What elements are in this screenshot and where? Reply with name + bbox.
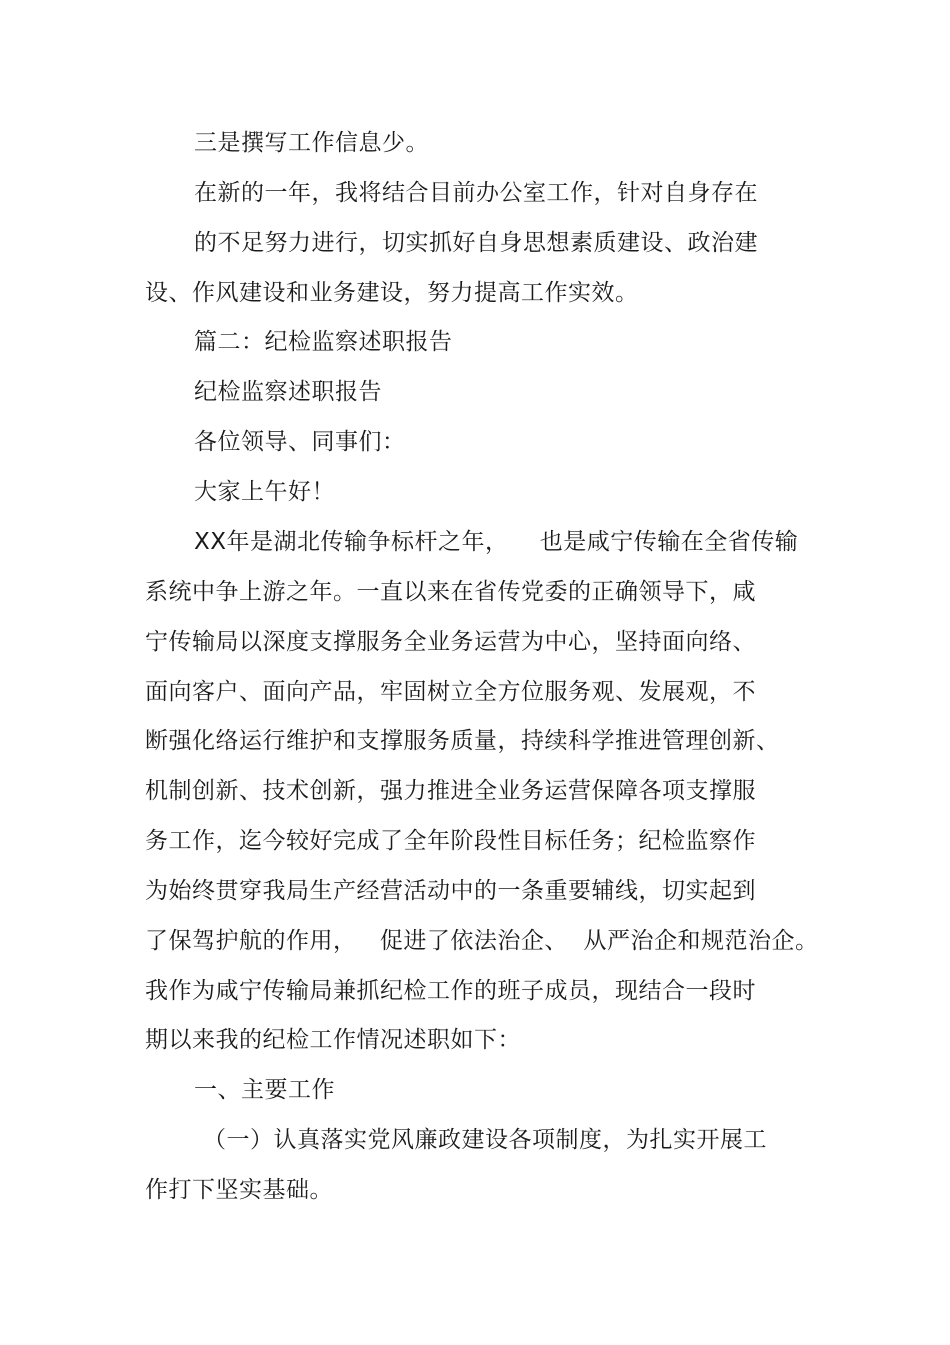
report-title: 纪检监察述职报告 [194,379,382,405]
salutation: 各位领导、同事们： [194,429,406,455]
text-line: 期以来我的纪检工作情况述职如下： [145,1027,521,1053]
text-line: 宁传输局以深度支撑服务全业务运营为中心，坚持面向络、 [145,629,756,655]
text-line: 断强化络运行维护和支撑服务质量，持续科学推进管理创新、 [145,728,780,754]
text-line: 了保驾护航的作用， 促进了依法治企、 从严治企和规范治企。 [145,928,819,954]
greeting: 大家上午好！ [194,479,335,505]
text-line: 的不足努力进行，切实抓好自身思想素质建设、政治建 [194,230,758,256]
text-line: 面向客户、面向产品，牢固树立全方位服务观、发展观，不 [145,679,756,705]
text-line: 系统中争上游之年。一直以来在省传党委的正确领导下，咸 [145,579,756,605]
subsection-heading: （一）认真落实党风廉政建设各项制度，为扎实开展工 [203,1127,767,1153]
text-line: 机制创新、技术创新，强力推进全业务运营保障各项支撑服 [145,778,756,804]
text-line: 三是撰写工作信息少。 [194,130,429,156]
text-line: 为始终贯穿我局生产经营活动中的一条重要辅线，切实起到 [145,878,756,904]
text-line: 设、作风建设和业务建设，努力提高工作实效。 [145,280,639,306]
text-line: 在新的一年，我将结合目前办公室工作，针对自身存在 [194,180,758,206]
text-line: XX年是湖北传输争标杆之年， 也是咸宁传输在全省传输 [194,529,799,555]
section-heading: 一、主要工作 [194,1077,335,1103]
text-line: 务工作，迄今较好完成了全年阶段性目标任务；纪检监察作 [145,828,756,854]
text-line: 我作为咸宁传输局兼抓纪检工作的班子成员，现结合一段时 [145,978,756,1004]
section-heading: 篇二：纪检监察述职报告 [194,329,453,355]
text-line: 作打下坚实基础。 [145,1177,333,1203]
